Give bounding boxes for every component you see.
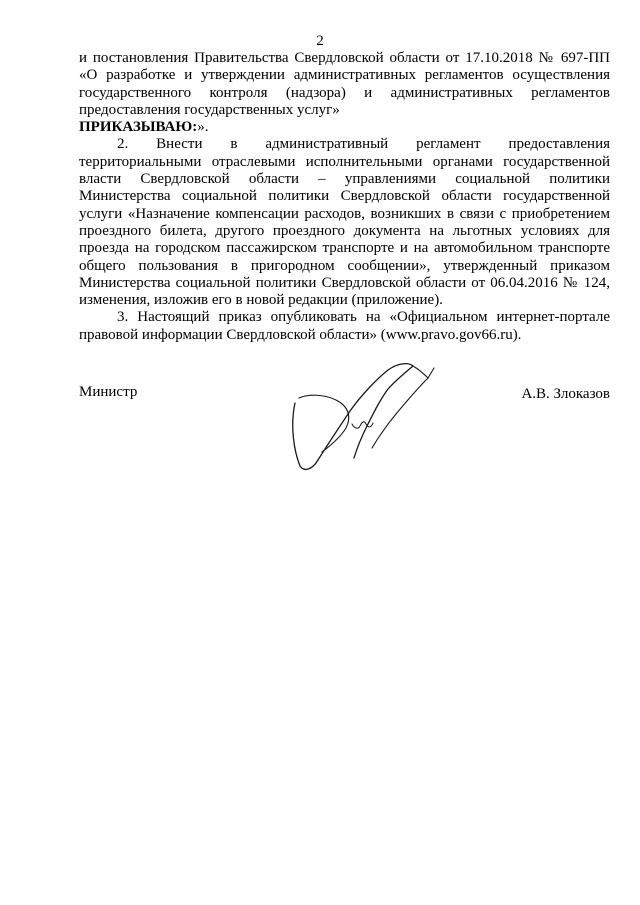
document-body [79,50,610,344]
page-number: 2 [316,33,324,49]
handwritten-signature [288,356,448,480]
paragraph-2: 2. Внести в административный регламент предоставления территориальными отраслевыми исполнительными органами государственной власти Свердловской области – управлениями социальной политики Министерства социальной политики Свердловской области государственной услуги «Назначение компенсации расходов, возникших в связи с приобретением проездного билета, другого проездного документа на льготных условиях для проезда на городском пассажирском транспорте и на автомобильном транспорте общего пользования в пригородном сообщении», утвержденный приказом Министерства социальной политики Свердловской области от 06.04.2016 № 124, изменения, изложив его в новой редакции (приложение). [79,136,610,309]
paragraph-intro: и постановления Правительства Свердловской области от 17.10.2018 № 697-ПП «О разработке и утверждении административных регламентов осуществления государственного контроля (надзора) и административных регламентов предоставления государственных услуг» [79,50,610,118]
order-suffix: ». [197,119,209,136]
order-line [79,119,610,136]
paragraph-3: 3. Настоящий приказ опубликовать на «Официальном интернет-портале правовой информации Свердловской области» (www.pravo.gov66.ru). [79,309,610,343]
signatory-name: А.В. Злоказов [521,386,610,402]
order-word: ПРИКАЗЫВАЮ: [79,119,198,136]
signatory-title: Министр [79,384,138,400]
